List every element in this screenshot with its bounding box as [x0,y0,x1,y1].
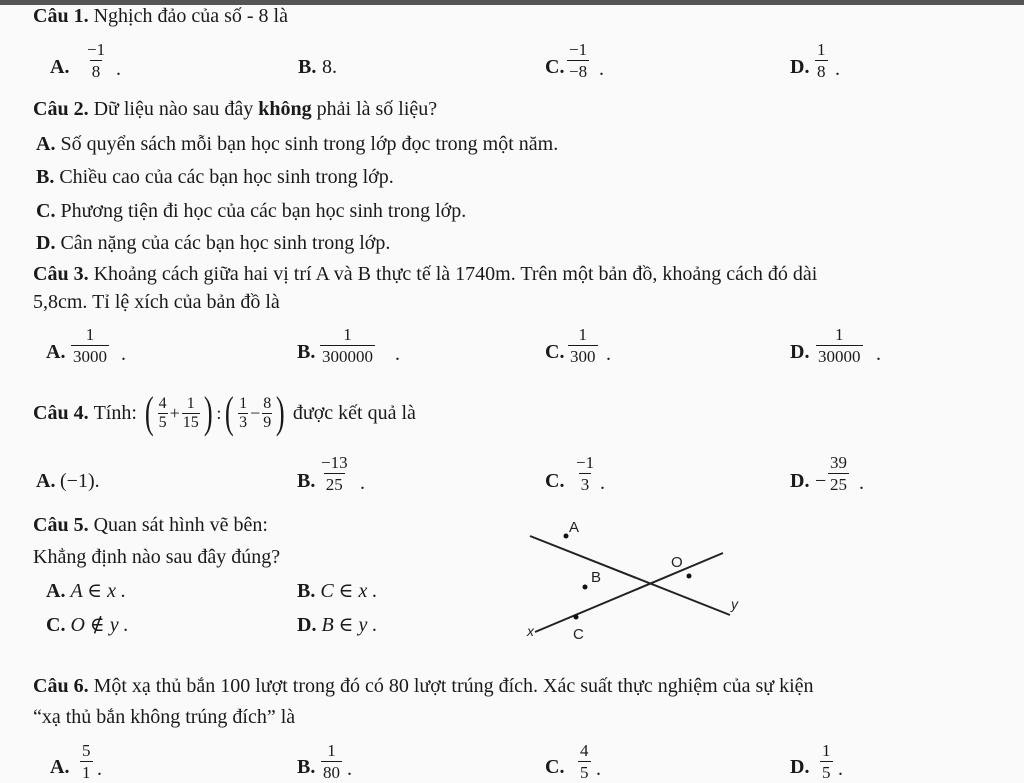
label-x: x [527,623,534,639]
q5-option-a-label: A. [46,580,66,602]
line-y [530,536,730,615]
q3-option-c-numerator: 1 [578,325,587,344]
label-c: C [573,626,584,643]
q1-period: . [116,58,121,80]
q1-option-d-fraction [815,40,828,81]
q3-option-a-label: A. [46,341,66,363]
q4-option-d-denominator: 25 [830,475,847,494]
q4-f1-num: 4 [158,394,167,412]
q4-op-plus: + [169,402,180,423]
q4-f2-num: 1 [186,394,195,412]
q4-option-b-fraction [319,453,350,494]
q4-fraction-1 [158,395,168,432]
question-2-text-post: phải là số liệu? [316,98,438,120]
q5-option-b-label: B. [297,580,316,602]
q6-option-b-fraction [321,741,342,782]
question-5-title: Câu 5. [33,514,89,536]
paren-close-1: ) [203,388,213,437]
question-2-text-pre: Dữ liệu nào sau đây [93,98,254,120]
q4-f3-num: 1 [239,394,248,412]
q6-option-c-fraction [578,741,591,782]
point-a [564,534,569,539]
q5-option-a-text: A ∈ x . [70,580,126,602]
q4-option-d-numerator: 39 [830,453,847,472]
q3-option-d-fraction [816,325,863,366]
q2-option-d-label: D. [36,232,56,254]
question-4-text-pre: Tính: [93,401,137,424]
q4-fraction-2 [182,395,200,432]
q4-option-c-denominator: 3 [580,475,590,494]
q4-fraction-4 [262,395,272,432]
question-2 [33,98,437,120]
q4-op-divide: : [216,402,222,423]
q4-option-b-label: B. [297,470,316,492]
q4-f3-den: 3 [239,413,248,431]
q4-period-c: . [600,472,605,494]
q5-option-d [297,614,377,636]
question-3 [33,263,817,285]
q2-option-a [36,133,558,155]
q5-option-c [46,614,129,636]
q4-option-d-fraction [828,453,849,494]
q1-option-c-fraction [567,40,589,81]
question-2-title: Câu 2. [33,98,89,120]
question-4-text-post: được kết quả là [292,401,416,424]
q4-option-c-numerator: −1 [576,453,595,472]
paren-open-1: ( [144,388,154,437]
q1-option-a-numerator: −1 [87,40,106,59]
label-y: y [731,596,738,612]
q3-period-a: . [121,343,126,365]
q5-option-b [297,580,377,602]
label-o: O [671,554,683,571]
q6-option-b-numerator: 1 [327,741,336,760]
q5-option-c-text: O ∉ y . [70,614,129,636]
q6-option-d-label: D. [790,756,810,778]
q3-period-d: . [876,343,881,365]
q3-period-c: . [606,343,611,365]
q6-option-c-label: C. [545,756,565,778]
question-1 [33,5,288,27]
q4-option-c-label: C. [545,470,565,492]
q3-option-d-numerator: 1 [835,325,844,344]
question-5-text: Quan sát hình vẽ bên: [93,514,268,536]
question-3-line2: 5,8cm. Tỉ lệ xích của bản đồ là [33,291,280,313]
q5-option-b-text: C ∈ x . [320,580,378,602]
line-x [535,553,723,632]
q5-option-d-label: D. [297,614,317,636]
question-3-title: Câu 3. [33,263,89,285]
q1-option-a-denominator: 8 [91,62,101,81]
q6-option-b-denominator: 80 [323,763,340,782]
q6-option-a-label: A. [50,756,70,778]
q4-option-b-denominator: 25 [325,475,343,494]
question-1-title: Câu 1. [33,5,89,27]
q5-option-c-label: C. [46,614,66,636]
q3-option-b-label: B. [297,341,316,363]
q4-period-d: . [859,472,864,494]
question-1-text: Nghịch đảo của số - 8 là [93,5,288,27]
q6-option-c-denominator: 5 [580,763,589,782]
q6-option-a-numerator: 5 [82,741,91,760]
q3-option-c-denominator: 300 [570,347,596,366]
question-4-title: Câu 4. [33,401,89,424]
q4-option-a-label: A. [36,470,56,492]
q4-option-d-sign: − [815,470,827,492]
label-a: A [569,519,580,536]
q2-option-a-text: Số quyển sách mỗi bạn học sinh trong lớp đọc trong một năm. [60,133,559,155]
question-5-text2: Khẳng định nào sau đây đúng? [33,546,281,568]
q6-option-d-fraction [820,741,833,782]
q1-option-a-fraction [85,40,107,81]
q4-fraction-3 [238,395,248,432]
question-6-text-line1: Một xạ thủ bắn 100 lượt trong đó có 80 lượt trúng đích. Xác suất thực nghiệm của sự kiện [93,675,814,697]
q6-period-d: . [838,758,843,780]
q2-option-a-label: A. [36,133,56,155]
q1-option-b-label: B. [298,56,317,78]
q1-period-d: . [835,58,840,80]
q4-option-d-label: D. [790,470,810,492]
q3-option-c-fraction [568,325,598,366]
q2-option-c [36,200,466,222]
q3-option-b-fraction [320,325,375,366]
q5-option-d-text: B ∈ y . [321,614,378,636]
q2-option-d-text: Cân nặng của các bạn học sinh trong lớp. [60,232,391,254]
q2-option-c-text: Phương tiện đi học của các bạn học sinh trong lớp. [60,200,467,222]
q1-option-c-label: C. [545,56,565,78]
q3-option-a-numerator: 1 [85,325,95,344]
q4-option-a-text: (−1). [60,470,100,492]
q3-option-b-numerator: 1 [343,325,352,344]
q6-option-d-numerator: 1 [822,741,831,760]
q4-f2-den: 15 [182,413,199,431]
q3-period-b: . [395,343,400,365]
q4-op-minus: − [250,402,261,423]
q5-option-a [46,580,126,602]
q1-option-a-label: A. [50,56,70,78]
question-6-title: Câu 6. [33,675,89,697]
q6-option-b-label: B. [297,756,316,778]
point-o [687,574,692,579]
q2-option-d [36,232,390,254]
q6-period-c: . [596,758,601,780]
paren-open-2: ( [225,388,235,437]
question-3-text-line1: Khoảng cách giữa hai vị trí A và B thực tế là 1740m. Trên một bản đồ, khoảng cách đó dài [93,263,818,285]
q1-option-d-denominator: 8 [817,62,826,81]
q4-f1-den: 5 [158,413,167,431]
question-5 [33,514,268,536]
question-6-line2: “xạ thủ bắn không trúng đích” là [33,706,296,728]
q6-option-d-denominator: 5 [822,763,831,782]
q3-option-d-denominator: 30000 [818,347,861,366]
q2-option-b-text: Chiều cao của các bạn học sinh trong lớp. [59,166,394,188]
q4-period-b: . [360,472,365,494]
q4-f4-den: 9 [263,413,272,431]
q3-option-a-fraction [71,325,109,366]
point-c [574,615,579,620]
q6-option-c-numerator: 4 [580,741,589,760]
q3-option-a-denominator: 3000 [73,347,107,366]
q3-option-b-denominator: 300000 [322,347,373,366]
question-4 [33,388,416,438]
paren-close-2: ) [276,388,285,437]
q1-option-d-label: D. [790,56,810,78]
question-6 [33,675,814,697]
q6-period-a: . [97,758,102,780]
q4-option-b-numerator: −13 [321,453,348,472]
question-2-text-bold: không [258,98,312,120]
q1-option-c-denominator: −8 [569,62,588,81]
q6-option-a-fraction [80,741,93,782]
q1-option-d-numerator: 1 [817,40,826,59]
label-b: B [591,569,602,586]
q2-option-c-label: C. [36,200,56,222]
q5-geometry-figure [505,515,755,650]
q2-option-b [36,166,394,188]
q1-period-c: . [599,58,604,80]
q1-option-c-numerator: −1 [569,40,588,59]
point-b [583,585,588,590]
q1-option-b-text: 8. [322,56,337,78]
q6-period-b: . [347,758,352,780]
q4-f4-num: 8 [263,394,272,412]
q4-option-c-fraction [574,453,596,494]
q3-option-c-label: C. [545,341,565,363]
q6-option-a-denominator: 1 [82,763,91,782]
q2-option-b-label: B. [36,166,55,188]
q3-option-d-label: D. [790,341,810,363]
